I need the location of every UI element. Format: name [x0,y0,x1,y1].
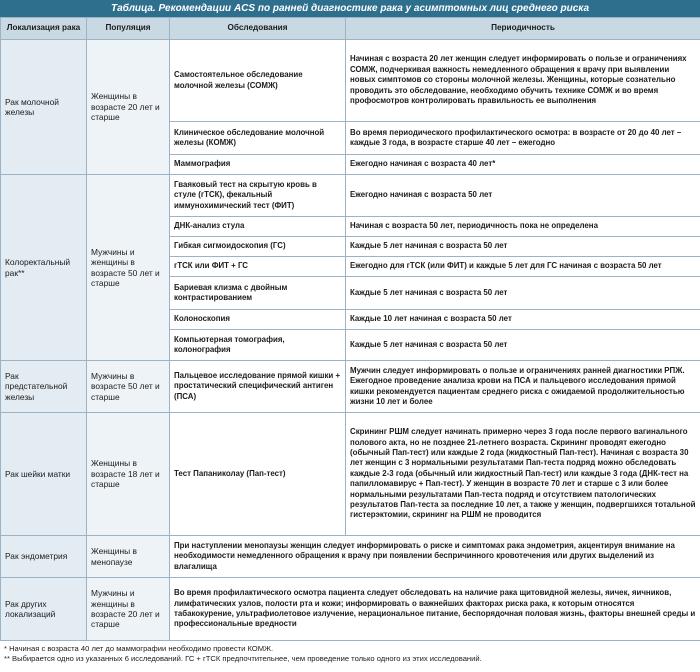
endometrium-population: Женщины в менопаузе [87,536,170,578]
prostate-period: Мужчин следует информировать о пользе и ограничениях ранней диагностики РПЖ. Ежегодное проведение анализа крови на ПСА и пальцевого исследования прямой кишки рекомендуется пациентам среднего риска с ожидаемой продолжительностью жизни 10 лет и более [346,361,700,413]
header-periodicity: Периодичность [346,18,700,40]
colorectal-period-ct: Каждые 5 лет начиная с возраста 50 лет [346,330,700,361]
colorectal-exam-barium: Бариевая клизма с двойным контрастированием [170,277,346,310]
breast-localization: Рак молочной железы [1,40,87,175]
footnotes [0,641,700,663]
header-examinations: Обследования [170,18,346,40]
cervix-population: Женщины в возрасте 18 лет и старше [87,413,170,536]
colorectal-exam-dna: ДНК-анализ стула [170,217,346,237]
colorectal-exam-colonoscopy: Колоноскопия [170,310,346,330]
breast-exam-self: Самостоятельное обследование молочной железы (СОМЖ) [170,40,346,122]
colorectal-period-sigmoidoscopy: Каждые 5 лет начиная с возраста 50 лет [346,237,700,257]
header-population: Популяция [87,18,170,40]
colorectal-exam-ct: Компьютерная томография, колонография [170,330,346,361]
footnote-2: ** Выбирается одно из указанных 6 исследований. ГС + гТСК предпочтительнее, чем проведение только одного из этих исследований. [4,653,482,663]
other-recommendation: Во время профилактического осмотра пациента следует обследовать на наличие рака щитовидной железы, яичек, яичников, лимфатических узлов, полости рта и кожи; информировать о важнейших факторах риска рака, к которым относятся табакокурение, ультрафиолетовое излучение, нерациональное питание, беспорядочная половая жизнь, факторы внешней среды и профессиональные вредности [170,578,700,641]
other-population: Мужчины и женщины в возрасте 20 лет и старше [87,578,170,641]
other-localization: Рак других локализаций [1,578,87,641]
endometrium-recommendation: При наступлении менопаузы женщин следует информировать о риске и симптомах рака эндометрия, акцентируя внимание на необходимости немедленного обращения к врачу при появлении беспричинного кровотечения или других выделений из влагалища [170,536,700,578]
cervix-exam: Тест Папаниколау (Пап-тест) [170,413,346,536]
breast-period-self: Начиная с возраста 20 лет женщин следует информировать о пользе и ограничениях СОМЖ, подчеркивая важность немедленного обращения к врачу при выявлении новых симптомов со стороны молочной железы. Женщины, которые сознательно проводить это обследование, необходимо обучить технике СОМЖ и во время профосмотров контролировать правильность ее выполнения [346,40,700,122]
breast-population: Женщины в возрасте 20 лет и старше [87,40,170,175]
recommendations-table [0,17,700,641]
colorectal-period-dna: Начиная с возраста 50 лет, периодичность пока не определена [346,217,700,237]
colorectal-period-combined: Ежегодно для гТСК (или ФИТ) и каждые 5 лет для ГС начиная с возраста 50 лет [346,257,700,277]
cervix-period: Скрининг РШМ следует начинать примерно через 3 года после первого вагинального полового акта, но не позднее 21-летнего возраста. Скрининг проводят ежегодно (обычный Пап-тест) или каждые 2 года (жидкостный Пап-тест). Начиная с возраста 30 лет женщин с 3 нормальными результатами Пап-теста подряд можно обследовать каждые 2-3 года (обычный или жидкостный Пап-тест) или каждые 3 года (ДНК-тест на папилломавирус + Пап-тест). У женщин в возрасте 70 лет и старше с 3 или более нормальными результатами Пап-теста подряд и отсутствием патологических результатов Пап-теста за последние 10 лет, а также у женщин, подвергшихся тотальной гистерэктомии, скрининг на РШМ не проводится [346,413,700,536]
breast-period-mammography: Ежегодно начиная с возраста 40 лет* [346,155,700,175]
colorectal-period-barium: Каждые 5 лет начиная с возраста 50 лет [346,277,700,310]
footnote-1: * Начиная с возраста 40 лет до маммографии необходимо провести КОМЖ. [4,644,274,653]
breast-exam-mammography: Маммография [170,155,346,175]
colorectal-exam-combined: гТСК или ФИТ + ГС [170,257,346,277]
colorectal-exam-sigmoidoscopy: Гибкая сигмоидоскопия (ГС) [170,237,346,257]
colorectal-localization: Колоректальный рак** [1,175,87,361]
colorectal-period-gtsk: Ежегодно начиная с возраста 50 лет [346,175,700,217]
prostate-population: Мужчины в возрасте 50 лет и старше [87,361,170,413]
colorectal-population: Мужчины и женщины в возрасте 50 лет и старше [87,175,170,361]
colorectal-period-colonoscopy: Каждые 10 лет начиная с возраста 50 лет [346,310,700,330]
colorectal-exam-gtsk: Гваяковый тест на скрытую кровь в стуле (гТСК), фекальный иммунохимический тест (ФИТ) [170,175,346,217]
breast-exam-clinical: Клиническое обследование молочной железы (КОМЖ) [170,122,346,155]
cervix-localization: Рак шейки матки [1,413,87,536]
prostate-exam: Пальцевое исследование прямой кишки + простатический специфический антиген (ПСА) [170,361,346,413]
breast-period-clinical: Во время периодического профилактического осмотра: в возрасте от 20 до 40 лет – каждые 3 года, в возрасте старше 40 лет – ежегодно [346,122,700,155]
header-localization: Локализация рака [1,18,87,40]
endometrium-localization: Рак эндометрия [1,536,87,578]
table-title: Таблица. Рекомендации ACS по ранней диагностике рака у асимптомных лиц среднего риска [0,0,700,17]
prostate-localization: Рак предстательной железы [1,361,87,413]
